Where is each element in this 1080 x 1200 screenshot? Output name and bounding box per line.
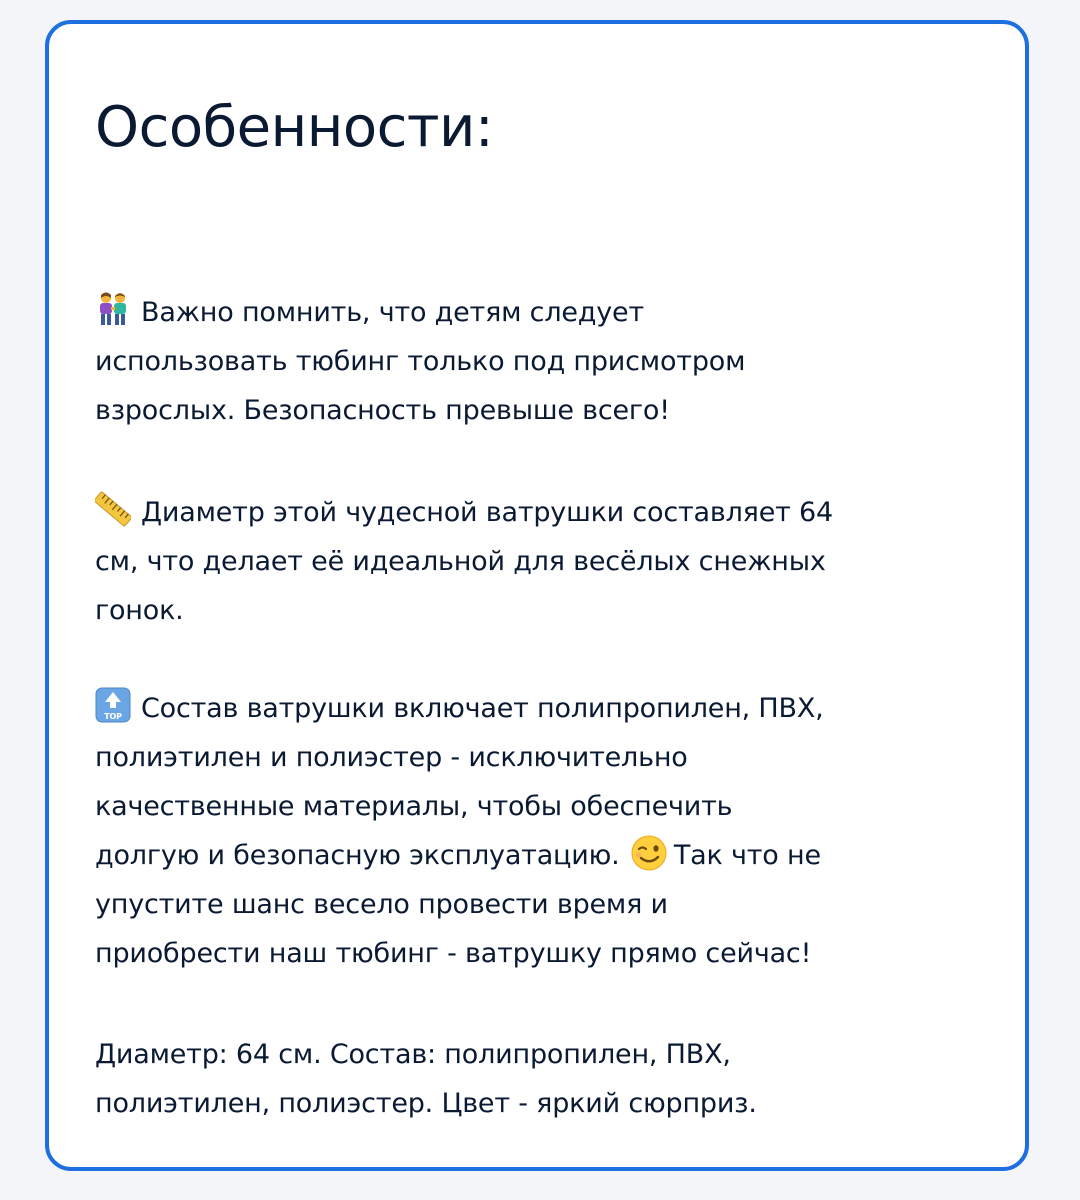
section-title: Особенности: — [95, 95, 494, 160]
paragraph-line: долгую и безопасную эксплуатацию. Так что не — [95, 831, 975, 880]
paragraph-line: см, что делает её идеальной для весёлых снежных — [95, 546, 826, 577]
paragraph-line: упустите шанс весело провести время и — [95, 889, 668, 920]
couple-icon — [95, 291, 131, 327]
paragraph-line: приобрести наш тюбинг - ватрушку прямо сейчас! — [95, 938, 812, 969]
paragraph-composition — [95, 684, 975, 978]
ruler-icon — [95, 491, 131, 527]
winking-face-icon — [630, 834, 668, 872]
paragraph-line: использовать тюбинг только под присмотром — [95, 346, 746, 377]
paragraph-line: Диаметр: 64 см. Состав: полипропилен, ПВХ, — [95, 1039, 731, 1070]
paragraph-line: гонок. — [95, 595, 184, 626]
svg-text:TOP: TOP — [104, 712, 122, 721]
paragraph-line: полиэтилен и полиэстер - исключительно — [95, 742, 688, 773]
paragraph-safety — [95, 288, 975, 435]
paragraph-line: качественные материалы, чтобы обеспечить — [95, 791, 733, 822]
top-arrow-icon — [95, 687, 131, 723]
paragraph-line: взрослых. Безопасность превыше всего! — [95, 395, 670, 426]
features-card — [45, 20, 1029, 1171]
paragraph-line: TOP Состав ватрушки включает полипропилен, ПВХ, — [95, 684, 975, 733]
paragraph-line: Важно помнить, что детям следует — [95, 288, 975, 337]
paragraph-line: полиэтилен, полиэстер. Цвет - яркий сюрприз. — [95, 1088, 757, 1119]
paragraph-summary — [95, 1030, 975, 1128]
paragraph-diameter — [95, 488, 975, 635]
paragraph-line: Диаметр этой чудесной ватрушки составляет 64 — [95, 488, 975, 537]
